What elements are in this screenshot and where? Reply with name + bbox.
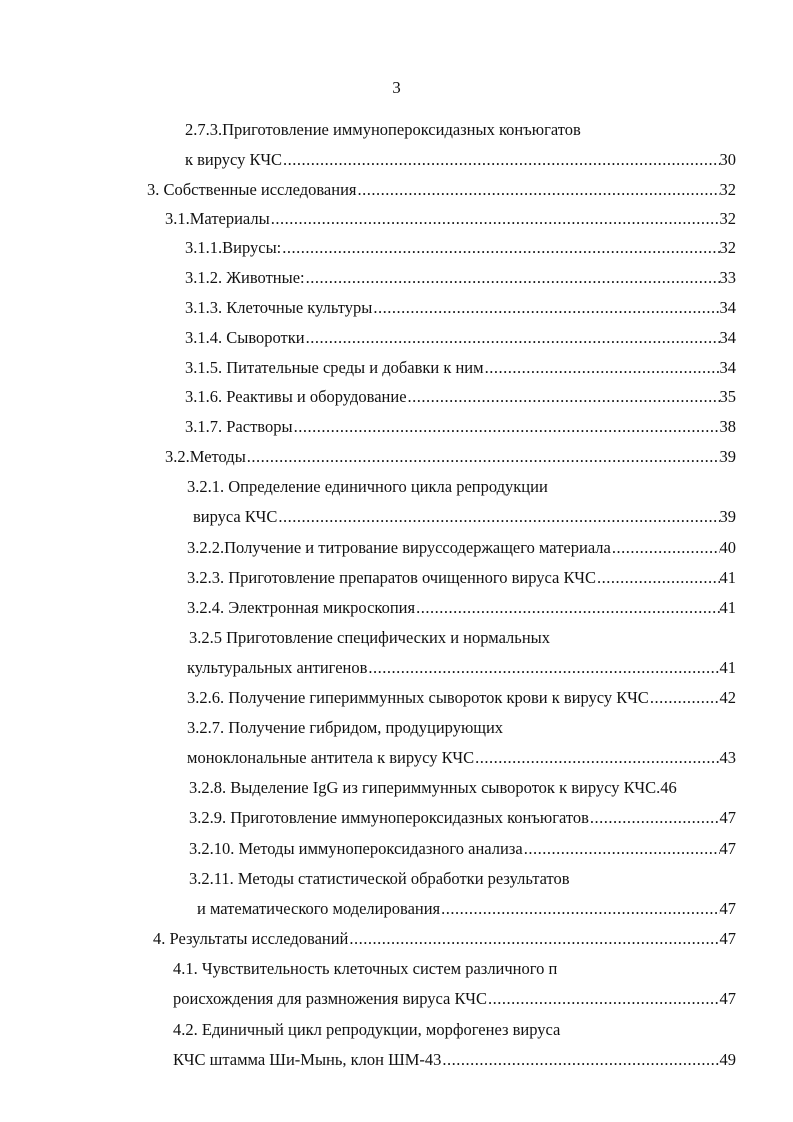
toc-entry-text: 3.1.2. Животные: xyxy=(185,268,305,287)
dot-leader xyxy=(596,565,720,591)
toc-page-number: 32 xyxy=(719,238,736,257)
toc-line-3-2-8 xyxy=(189,775,736,801)
toc-line-3-1-1 xyxy=(185,235,736,261)
toc-entry-text: 3.2.2.Получение и титрование вируссодержащего материала xyxy=(187,538,611,557)
toc-page-number: 34 xyxy=(719,328,736,347)
toc-line-2-7-3-title xyxy=(185,117,581,143)
page-number: 3 xyxy=(392,78,401,97)
dot-leader xyxy=(372,295,719,321)
dot-leader xyxy=(348,926,719,952)
toc-entry-text: КЧС штамма Ши-Мынь, клон ШМ-43 xyxy=(173,1050,442,1069)
toc-entry-text: 3.2.11. Методы статистической обработки результатов xyxy=(189,869,570,888)
toc-entry-text: моноклональные антитела к вирусу КЧС xyxy=(187,748,475,767)
toc-line-4-1 xyxy=(173,986,736,1012)
dot-leader xyxy=(270,206,720,232)
toc-line-3-1-6 xyxy=(185,384,736,410)
toc-page-number: 34 xyxy=(719,358,736,377)
toc-page-number: 40 xyxy=(719,538,736,557)
toc-page-number: 43 xyxy=(719,748,736,767)
dot-leader xyxy=(305,265,720,291)
toc-line-3-1 xyxy=(165,206,736,232)
toc-entry-text: 4.2. Единичный цикл репродукции, морфогенез вируса xyxy=(173,1020,561,1039)
toc-line-3-2 xyxy=(165,444,736,470)
toc-line-3-2-7 xyxy=(187,745,736,771)
dot-leader xyxy=(611,535,720,561)
toc-entry-text: 3. Собственные исследования xyxy=(147,180,357,199)
toc-page-number: 47 xyxy=(719,839,736,858)
toc-entry-text: к вирусу КЧС xyxy=(185,150,283,169)
dot-leader xyxy=(649,685,720,711)
toc-line-4-2 xyxy=(173,1047,736,1073)
toc-entry-text: 3.1.5. Питательные среды и добавки к ним xyxy=(185,358,484,377)
toc-entry-text: 3.1.7. Растворы xyxy=(185,417,293,436)
toc-line-3-2-11-title xyxy=(189,866,570,892)
toc-page-number: 35 xyxy=(719,387,736,406)
toc-entry-text: 3.1.3. Клеточные культуры xyxy=(185,298,373,317)
dot-leader xyxy=(281,235,719,261)
toc-page-number: 32 xyxy=(719,209,736,228)
toc-page-number: 39 xyxy=(719,447,736,466)
dot-leader xyxy=(523,836,720,862)
toc-page-number: 30 xyxy=(719,150,736,169)
toc-page-number: 34 xyxy=(719,298,736,317)
dot-leader xyxy=(487,986,720,1012)
toc-page-number: 33 xyxy=(719,268,736,287)
toc-line-2-7-3 xyxy=(185,147,736,173)
toc-entry-text: 3.2.3. Приготовление препаратов очищенного вируса КЧС xyxy=(187,568,596,587)
toc-line-4-2-title xyxy=(173,1017,560,1043)
toc-page-number: 41 xyxy=(719,598,736,617)
toc-line-3-1-7 xyxy=(185,414,736,440)
dot-leader xyxy=(305,325,720,351)
toc-page-number: 32 xyxy=(719,180,736,199)
dot-leader xyxy=(484,355,720,381)
toc-entry-text: роисхождения для размножения вируса КЧС xyxy=(173,989,487,1008)
toc-entry-text: 3.2.7. Получение гибридом, продуцирующих xyxy=(187,718,504,737)
dot-leader xyxy=(357,177,720,203)
toc-line-3-2-9 xyxy=(189,805,736,831)
toc-entry-text: 4.1. Чувствительность клеточных систем различного п xyxy=(173,959,558,978)
toc-entry-text: 3.2.5 Приготовление специфических и нормальных xyxy=(189,628,550,647)
toc-page-number: 47 xyxy=(719,808,736,827)
toc-entry-text: 3.1.1.Вирусы: xyxy=(185,238,282,257)
toc-line-3-2-10 xyxy=(189,836,736,862)
toc-line-3-2-1 xyxy=(193,504,736,530)
toc-line-3-2-5-title xyxy=(189,625,550,651)
toc-entry-text: 3.2.9. Приготовление иммунопероксидазных конъюгатов xyxy=(189,808,589,827)
toc-entry-text: 3.2.Методы xyxy=(165,447,246,466)
dot-leader xyxy=(589,805,720,831)
toc-page-number: 38 xyxy=(719,417,736,436)
toc-line-3-2-1-title xyxy=(187,474,548,500)
toc-line-3-2-11 xyxy=(197,896,736,922)
dot-leader xyxy=(407,384,720,410)
toc-page-number: 47 xyxy=(719,899,736,918)
toc-entry-text: 3.1.Материалы xyxy=(165,209,270,228)
toc-entry-text: 3.2.8. Выделение IgG из гипериммунных сывороток к вирусу КЧС. xyxy=(189,778,661,797)
toc-page-number: 49 xyxy=(719,1050,736,1069)
dot-leader xyxy=(282,147,719,173)
toc-entry-text: вируса КЧС xyxy=(193,507,278,526)
toc-entry-text: 4. Результаты исследований xyxy=(153,929,349,948)
toc-page-number: 41 xyxy=(719,568,736,587)
toc-entry-text: 3.2.1. Определение единичного цикла репродукции xyxy=(187,477,548,496)
toc-entry-text: 3.2.10. Методы иммунопероксидазного анализа xyxy=(189,839,523,858)
toc-entry-text: культуральных антигенов xyxy=(187,658,368,677)
toc-entry-text: 2.7.3.Приготовление иммунопероксидазных конъюгатов xyxy=(185,120,581,139)
toc-line-3-1-3 xyxy=(185,295,736,321)
toc-line-3 xyxy=(147,177,736,203)
toc-line-3-2-6 xyxy=(187,685,736,711)
dot-leader xyxy=(277,504,719,530)
toc-line-4 xyxy=(153,926,736,952)
toc-page-number: 41 xyxy=(719,658,736,677)
dot-leader xyxy=(415,595,719,621)
toc-line-3-2-5 xyxy=(187,655,736,681)
toc-line-3-1-2 xyxy=(185,265,736,291)
toc-entry-text: 3.2.4. Электронная микроскопия xyxy=(187,598,416,617)
toc-entry-text: 3.2.6. Получение гипериммунных сывороток крови к вирусу КЧС xyxy=(187,688,649,707)
toc-page-number: 42 xyxy=(719,688,736,707)
dot-leader xyxy=(246,444,720,470)
toc-entry-text: 3.1.4. Сыворотки xyxy=(185,328,305,347)
toc-entry-text: и математического моделирования xyxy=(197,899,441,918)
toc-line-4-1-title xyxy=(173,956,557,982)
toc-page-number: 47 xyxy=(719,989,736,1008)
toc-line-3-1-5 xyxy=(185,355,736,381)
toc-entry-text: 3.1.6. Реактивы и оборудование xyxy=(185,387,407,406)
toc-page-number: 46 xyxy=(660,778,677,797)
dot-leader xyxy=(293,414,720,440)
dot-leader xyxy=(474,745,719,771)
toc-page-number: 47 xyxy=(719,929,736,948)
toc-line-3-2-2 xyxy=(187,535,736,561)
dot-leader xyxy=(367,655,719,681)
toc-line-3-2-3 xyxy=(187,565,736,591)
toc-page-number: 39 xyxy=(719,507,736,526)
toc-line-3-2-7-title xyxy=(187,715,503,741)
dot-leader xyxy=(440,896,719,922)
dot-leader xyxy=(441,1047,719,1073)
toc-line-3-1-4 xyxy=(185,325,736,351)
toc-line-3-2-4 xyxy=(187,595,736,621)
